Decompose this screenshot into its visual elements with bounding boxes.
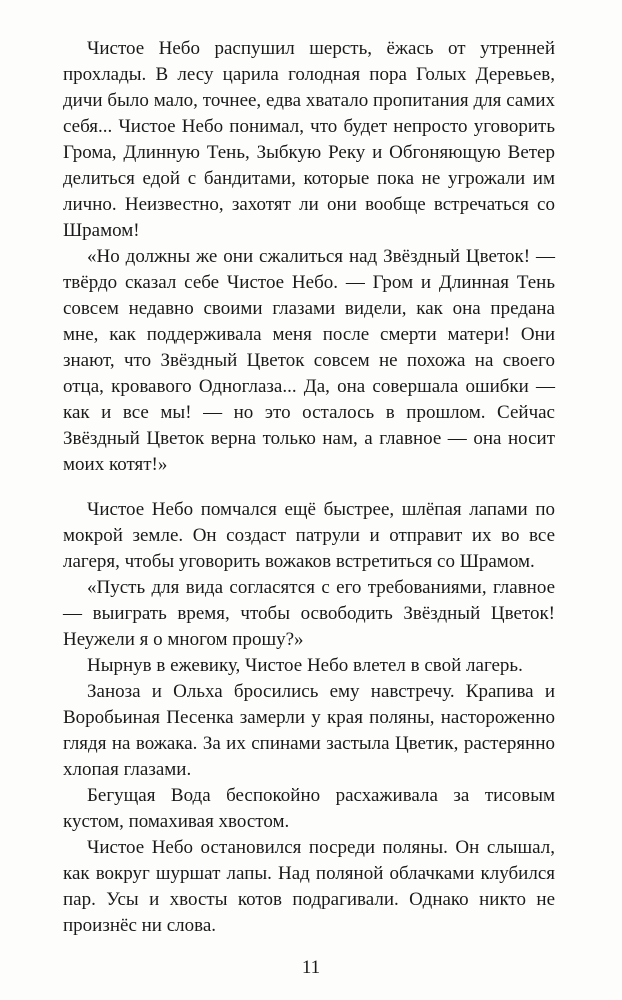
paragraph: «Пусть для вида согласятся с его требованиями, главное — выиграть время, чтобы освободить Звёздный Цветок! Неужели я о многом прошу?» [63,577,555,650]
page-number: 11 [301,957,321,978]
paragraph: Чистое Небо помчался ещё быстрее, шлёпая лапами по мокрой земле. Он создаст патрули и отправит их во все лагеря, чтобы уговорить вожаков встретиться со Шрамом. [63,499,555,572]
paragraph: Нырнув в ежевику, Чистое Небо влетел в свой лагерь. [87,655,523,676]
text-section-2 [63,497,555,939]
paragraph: «Но должны же они сжалиться над Звёздный Цветок! — твёрдо сказал себе Чистое Небо. — Гром и Длинная Тень совсем недавно своими глазами видели, как она предана мне, как поддерживала меня после смерти матери! Они знают, что Звёздный Цветок совсем не похожа на своего отца, кровавого Одноглаза... Да, она совершала ошибки — как и все мы! — но это осталось в прошлом. Сейчас Звёздный Цветок верна только нам, а главное — она носит моих котят!» [63,246,555,475]
paragraph: Чистое Небо распушил шерсть, ёжась от утренней прохлады. В лесу царила голодная пора Голых Деревьев, дичи было мало, точнее, едва хватало пропитания для самих себя... Чистое Небо понимал, что будет непросто уговорить Грома, Длинную Тень, Зыбкую Реку и Обгоняющую Ветер делиться едой с бандитами, которые пока не угрожали им лично. Неизвестно, захотят ли они вообще встречаться со Шрамом! [63,38,555,241]
paragraph: Бегущая Вода беспокойно расхаживала за тисовым кустом, помахивая хвостом. [63,785,555,832]
paragraph: Чистое Небо остановился посреди поляны. Он слышал, как вокруг шуршат лапы. Над поляной облачками клубился пар. Усы и хвосты котов подрагивали. Однако никто не произнёс ни слова. [63,837,555,936]
paragraph: Заноза и Ольха бросились ему навстречу. Крапива и Воробьиная Песенка замерли у края поляны, настороженно глядя на вожака. За их спинами застыла Цветик, растерянно хлопая глазами. [63,681,555,780]
text-section-1 [63,36,555,478]
